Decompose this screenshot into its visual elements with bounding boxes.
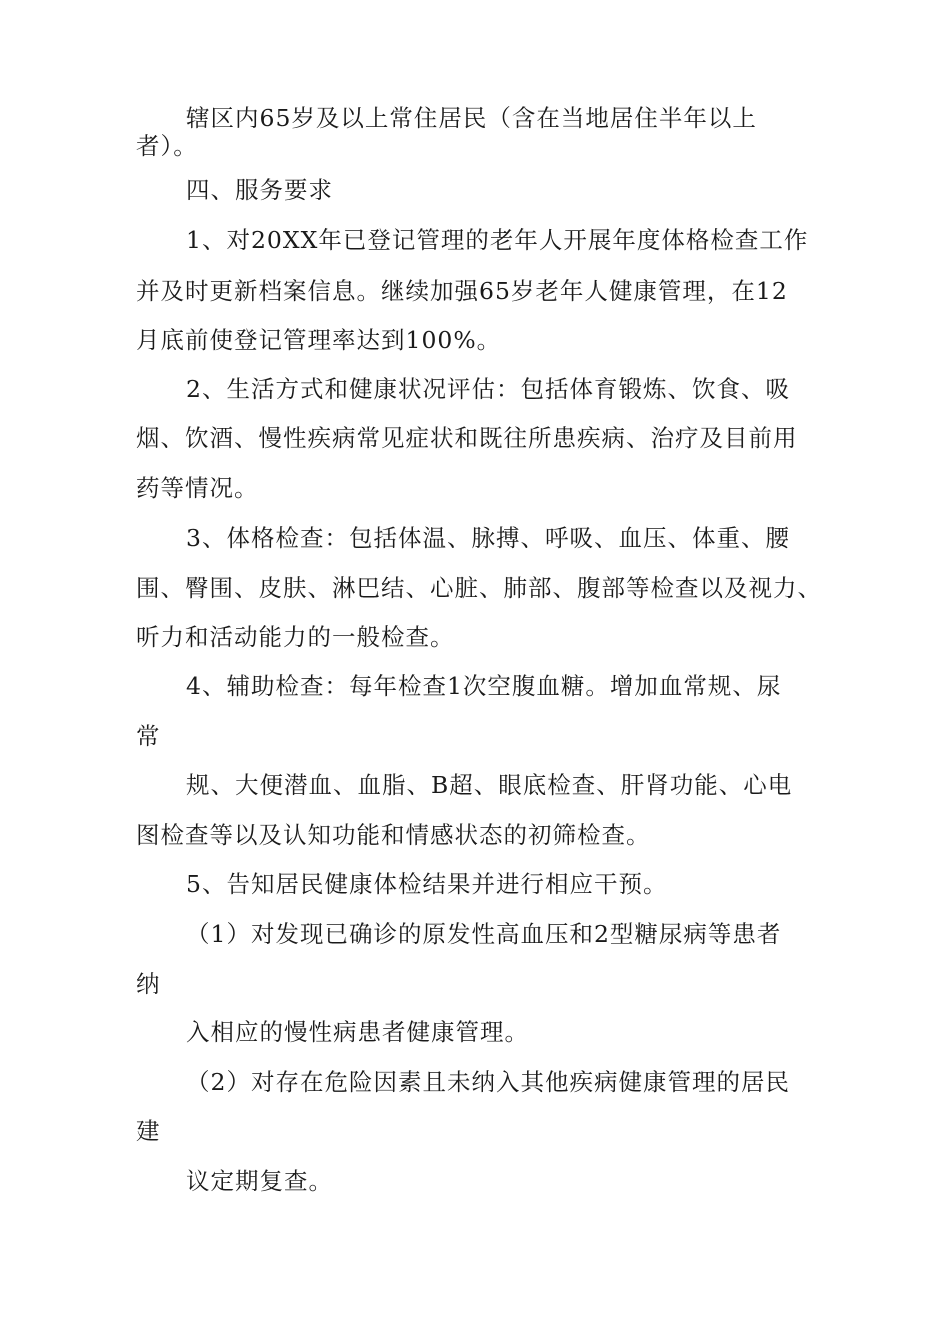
item-5-2-line-2: 建: [136, 1117, 161, 1145]
item-4-line-3: 规、大便潜血、血脂、B超、眼底检查、肝肾功能、心电: [186, 771, 793, 799]
target-population-line-2: 者）。: [136, 132, 198, 160]
item-1-line-2: 并及时更新档案信息。继续加强65岁老年人健康管理，在12: [136, 277, 788, 305]
item-4-line-4: 图检查等以及认知功能和情感状态的初筛检查。: [136, 821, 651, 849]
item-3-line-1: 3、体格检查：包括体温、脉搏、呼吸、血压、体重、腰: [186, 524, 790, 552]
item-5-line-1: 5、告知居民健康体检结果并进行相应干预。: [186, 870, 668, 898]
item-4-line-2: 常: [136, 722, 161, 750]
item-5-1-line-1: （1）对发现已确诊的原发性高血压和2型糖尿病等患者: [186, 920, 782, 948]
item-5-2-line-1: （2）对存在危险因素且未纳入其他疾病健康管理的居民: [186, 1068, 790, 1096]
item-4-line-1: 4、辅助检查：每年检查1次空腹血糖。增加血常规、尿: [186, 672, 782, 700]
section-heading-service-requirements: 四、服务要求: [186, 176, 333, 204]
item-3-line-2: 围、臀围、皮肤、淋巴结、心脏、肺部、腹部等检查以及视力、: [136, 574, 822, 602]
item-2-line-3: 药等情况。: [136, 474, 259, 502]
item-3-line-3: 听力和活动能力的一般检查。: [136, 623, 455, 651]
item-2-line-1: 2、生活方式和健康状况评估：包括体育锻炼、饮食、吸: [186, 375, 790, 403]
item-2-line-2: 烟、饮酒、慢性疾病常见症状和既往所患疾病、治疗及目前用: [136, 424, 798, 452]
item-5-2-line-3: 议定期复查。: [186, 1167, 333, 1195]
item-5-1-line-3: 入相应的慢性病患者健康管理。: [186, 1018, 529, 1046]
item-1-line-1: 1、对20XX年已登记管理的老年人开展年度体格检查工作: [186, 226, 809, 254]
target-population-line-1: 辖区内65岁及以上常住居民（含在当地居住半年以上: [186, 104, 757, 132]
item-5-1-line-2: 纳: [136, 970, 161, 998]
item-1-line-3: 月底前使登记管理率达到100%。: [136, 326, 502, 354]
